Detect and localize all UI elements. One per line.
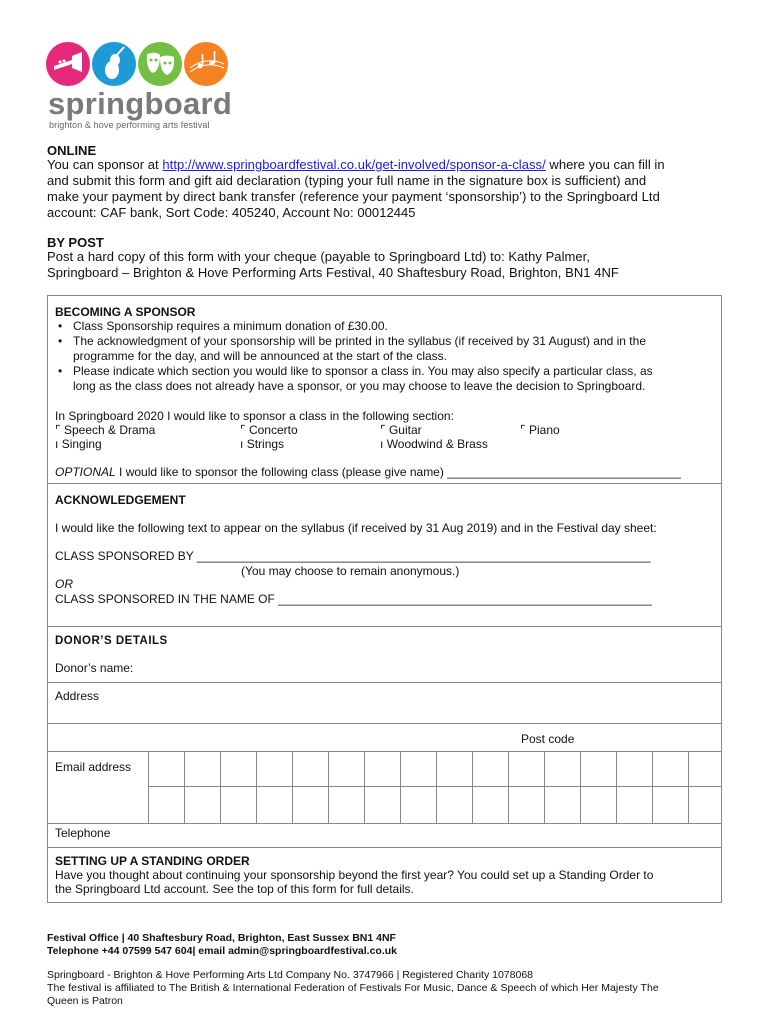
checkbox-icon: ı [380,437,384,451]
music-notes-icon [184,42,228,86]
checkbox-woodwind-brass[interactable]: ı Woodwind & Brass [380,437,488,451]
post-line-2: Springboard – Brighton & Hove Performing Arts Festival, 40 Shaftesbury Road, Brighton, BN1 4NF [47,265,619,280]
trumpet-icon [46,42,90,86]
or-label: OR [55,577,73,591]
post-heading: BY POST [47,235,104,250]
donor-name-field[interactable]: Donor’s name: [55,661,134,675]
sponsor-form [47,295,722,903]
checkbox-icon: ı [240,437,244,451]
online-text-2: where you can fill in [545,157,665,172]
post-line-1: Post a hard copy of this form with your cheque (payable to Springboard Ltd) to: Kathy Palmer, [47,249,590,264]
online-line-3: make your payment by direct bank transfer (reference your payment ‘sponsorship’) to the Springboard Ltd [47,189,660,204]
sponsor-link[interactable]: http://www.springboardfestival.co.uk/get-involved/sponsor-a-class/ [162,157,546,172]
class-sponsored-name-field[interactable]: CLASS SPONSORED IN THE NAME OF ________________________________________________________ [55,592,652,606]
checkbox-icon: ⌜ [380,423,386,437]
ack-intro: I would like the following text to appear on the syllabus (if received by 31 Aug 2019) and in the Festival day sheet: [55,521,657,535]
postcode-field[interactable]: Post code [521,732,575,746]
optional-class-field[interactable]: OPTIONAL I would like to sponsor the following class (please give name) ___________________________________ [55,465,681,479]
springboard-logo [46,42,236,134]
footer-affiliation: The festival is affiliated to The British & International Federation of Festivals For Music, Dance & Speech of which Her Majesty The [47,982,659,994]
online-line-4: account: CAF bank, Sort Code: 405240, Account No: 00012445 [47,205,416,220]
checkbox-icon: ⌜ [55,423,61,437]
post-paragraph [47,249,747,281]
checkbox-icon: ı [55,437,59,451]
footer-address: Festival Office | 40 Shaftesbury Road, Brighton, East Sussex BN1 4NF [47,932,396,944]
standing-order-line-1: Have you thought about continuing your sponsorship beyond the first year? You could set up a Standing Order to [55,868,654,882]
checkbox-strings[interactable]: ı Strings [240,437,285,451]
bullet-3: • Please indicate which section you would like to sponsor a class in. You may also specify a particular class, as long as the class does not already have a sponsor, or you may choose to leave the decision to Springboard. [58,364,653,393]
email-grid[interactable] [148,751,722,823]
class-sponsored-by-field[interactable]: CLASS SPONSORED BY ____________________________________________________________________ [55,549,651,563]
anonymous-note: (You may choose to remain anonymous.) [241,564,460,578]
online-line-2: and submit this form and gift aid declaration (typing your full name in the signature box is sufficient) and [47,173,647,188]
logo-tagline: brighton & hove performing arts festival [49,120,210,130]
standing-order-line-2: the Springboard Ltd account. See the top of this form for full details. [55,882,414,896]
online-heading: ONLINE [47,143,97,158]
standing-order-heading: SETTING UP A STANDING ORDER [55,854,250,868]
theatre-masks-icon [138,42,182,86]
checkbox-speech-drama[interactable]: ⌜ Speech & Drama [55,423,156,437]
footer-company: Springboard - Brighton & Hove Performing Arts Ltd Company No. 3747966 | Registered Charity 1078068 [47,969,533,981]
sponsor-heading: BECOMING A SPONSOR [55,305,196,319]
address-field[interactable]: Address [55,689,100,703]
section-intro: In Springboard 2020 I would like to sponsor a class in the following section: [55,409,454,423]
violin-icon [92,42,136,86]
footer-contact: Telephone +44 07599 547 604| email admin@springboardfestival.co.uk [47,945,398,957]
telephone-field[interactable]: Telephone [55,826,111,840]
checkbox-icon: ⌜ [520,423,526,437]
email-label: Email address [55,760,132,774]
bullet-1: • Class Sponsorship requires a minimum donation of £30.00. [58,319,388,333]
footer-patron: Queen is Patron [47,995,123,1007]
donor-heading: DONOR’S DETAILS [55,635,168,647]
checkbox-concerto[interactable]: ⌜ Concerto [240,423,298,437]
checkbox-piano[interactable]: ⌜ Piano [520,423,560,437]
bullet-2: • The acknowledgment of your sponsorship will be printed in the syllabus (if received by 31 August) and in the programme for the day, and will be announced at the start of the class. [58,334,646,363]
online-text-1: You can sponsor at [47,157,163,172]
ack-heading: ACKNOWLEDGEMENT [55,493,186,507]
logo-wordmark: springboard [48,86,233,121]
checkbox-guitar[interactable]: ⌜ Guitar [380,423,422,437]
online-paragraph [47,157,747,221]
checkbox-singing[interactable]: ı Singing [55,437,102,451]
checkbox-icon: ⌜ [240,423,246,437]
